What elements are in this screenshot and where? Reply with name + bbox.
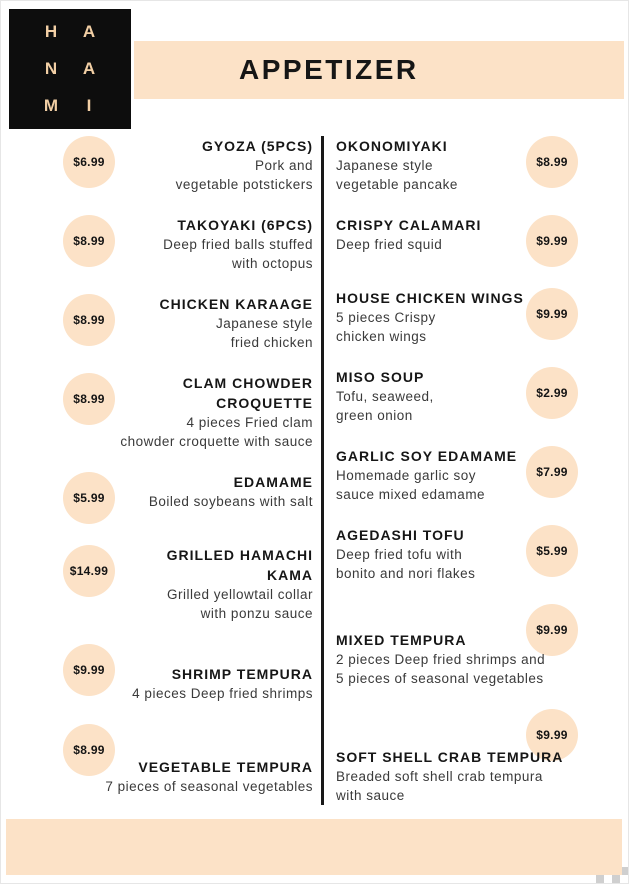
item-name-line: GRILLED HAMACHI bbox=[166, 547, 313, 563]
item-name-line: CHICKEN KARAAGE bbox=[159, 296, 313, 312]
price-label: $5.99 bbox=[73, 491, 105, 505]
item-text bbox=[336, 136, 578, 194]
item-description-line: Homemade garlic soy bbox=[336, 468, 477, 483]
item-description bbox=[336, 466, 578, 504]
item-description-line: chowder croquette with sauce bbox=[120, 434, 313, 449]
item-name-line: VEGETABLE TEMPURA bbox=[138, 759, 313, 775]
item-description-line: vegetable pancake bbox=[336, 177, 458, 192]
item-text bbox=[336, 367, 578, 425]
item-name bbox=[336, 215, 578, 235]
item-text bbox=[61, 472, 313, 511]
item-description bbox=[61, 492, 313, 511]
item-description-line: chicken wings bbox=[336, 329, 427, 344]
item-name bbox=[336, 525, 578, 545]
item-description-line: 4 pieces Deep fried shrimps bbox=[132, 686, 313, 701]
item-description bbox=[61, 413, 313, 451]
price-label: $8.99 bbox=[73, 392, 105, 406]
item-description-line: sauce mixed edamame bbox=[336, 487, 486, 502]
item-name-line: TAKOYAKI (6PCS) bbox=[177, 217, 313, 233]
menu-right-column bbox=[336, 136, 578, 805]
item-text bbox=[61, 724, 313, 796]
item-description-line: Boiled soybeans with salt bbox=[148, 494, 313, 509]
price-label: $8.99 bbox=[73, 313, 105, 327]
menu-item bbox=[61, 472, 313, 524]
item-description-line: bonito and nori flakes bbox=[336, 566, 476, 581]
menu-item bbox=[336, 604, 578, 688]
menu-left-column bbox=[61, 136, 313, 805]
item-description-line: Deep fried squid bbox=[336, 237, 443, 252]
menu-columns bbox=[61, 136, 578, 805]
item-name bbox=[61, 136, 313, 156]
item-description-line: 4 pieces Fried clam bbox=[186, 415, 313, 430]
logo-letter: A bbox=[82, 59, 96, 78]
item-description bbox=[336, 156, 578, 194]
item-description-line: Deep fried balls stuffed bbox=[163, 237, 313, 252]
price-label: $9.99 bbox=[536, 623, 568, 637]
logo-letter: N bbox=[44, 59, 58, 78]
price-label: $7.99 bbox=[536, 465, 568, 479]
item-description-line: green onion bbox=[336, 408, 413, 423]
item-name-line: SOFT SHELL CRAB TEMPURA bbox=[336, 749, 564, 765]
price-label: $9.99 bbox=[73, 663, 105, 677]
logo-letter: A bbox=[82, 22, 96, 41]
item-name-line: EDAMAME bbox=[233, 474, 313, 490]
price-label: $8.99 bbox=[73, 234, 105, 248]
item-description bbox=[61, 585, 313, 623]
logo-letter: H bbox=[44, 22, 58, 41]
menu-item bbox=[61, 136, 313, 194]
item-description-line: Deep fried tofu with bbox=[336, 547, 463, 562]
item-description-line: Tofu, seaweed, bbox=[336, 389, 434, 404]
item-description-line: with ponzu sauce bbox=[200, 606, 313, 621]
item-description bbox=[336, 235, 578, 254]
item-description-line: 2 pieces Deep fried shrimps and bbox=[336, 652, 546, 667]
item-description-line: Grilled yellowtail collar bbox=[166, 587, 313, 602]
item-name bbox=[61, 664, 313, 684]
item-name-line: AGEDASHI TOFU bbox=[336, 527, 465, 543]
price-label: $8.99 bbox=[536, 155, 568, 169]
price-label: $8.99 bbox=[73, 743, 105, 757]
price-label: $5.99 bbox=[536, 544, 568, 558]
item-text bbox=[61, 294, 313, 352]
item-name bbox=[61, 373, 313, 413]
item-text bbox=[336, 525, 578, 583]
item-name bbox=[336, 367, 578, 387]
menu-item bbox=[336, 525, 578, 583]
item-description bbox=[61, 156, 313, 194]
item-name-line: KAMA bbox=[267, 567, 313, 583]
item-description bbox=[336, 387, 578, 425]
item-name bbox=[336, 630, 578, 650]
item-description-line: 5 pieces of seasonal vegetables bbox=[336, 671, 544, 686]
item-text bbox=[336, 709, 578, 805]
item-description-line: vegetable potstickers bbox=[175, 177, 313, 192]
item-text bbox=[61, 373, 313, 451]
item-name bbox=[61, 472, 313, 492]
price-label: $9.99 bbox=[536, 234, 568, 248]
menu-item bbox=[336, 136, 578, 194]
menu-item bbox=[61, 545, 313, 623]
item-text bbox=[336, 604, 578, 688]
item-name-line: GARLIC SOY EDAMAME bbox=[336, 448, 518, 464]
item-text bbox=[61, 136, 313, 194]
item-description-line: Pork and bbox=[254, 158, 313, 173]
logo-letter: I bbox=[86, 96, 92, 115]
item-description bbox=[61, 314, 313, 352]
item-description bbox=[336, 650, 578, 688]
item-name bbox=[336, 446, 578, 466]
item-name bbox=[61, 545, 313, 585]
menu-item bbox=[61, 724, 313, 796]
item-name-line: HOUSE CHICKEN WINGS bbox=[336, 290, 524, 306]
item-name-line: SHRIMP TEMPURA bbox=[171, 666, 313, 682]
price-label: $14.99 bbox=[69, 564, 109, 578]
item-description-line: 7 pieces of seasonal vegetables bbox=[105, 779, 313, 794]
menu-item bbox=[336, 288, 578, 346]
logo-letter: M bbox=[43, 96, 59, 115]
menu-item bbox=[336, 446, 578, 504]
item-description-line: Japanese style bbox=[215, 316, 313, 331]
item-name bbox=[61, 215, 313, 235]
item-description bbox=[61, 684, 313, 703]
item-name-line: MIXED TEMPURA bbox=[336, 632, 467, 648]
footer-bar bbox=[6, 819, 622, 875]
item-description-line: Japanese style bbox=[336, 158, 434, 173]
price-label: $6.99 bbox=[73, 155, 105, 169]
price-label: $2.99 bbox=[536, 386, 568, 400]
price-label: $9.99 bbox=[536, 307, 568, 321]
item-name bbox=[336, 136, 578, 156]
item-text bbox=[61, 644, 313, 703]
item-description-line: Breaded soft shell crab tempura bbox=[336, 769, 543, 784]
menu-item bbox=[336, 215, 578, 267]
item-description bbox=[336, 545, 578, 583]
item-description-line: with octopus bbox=[231, 256, 313, 271]
menu-item bbox=[61, 373, 313, 451]
menu-item bbox=[336, 709, 578, 805]
item-description bbox=[61, 777, 313, 796]
item-text bbox=[61, 545, 313, 623]
item-name-line: GYOZA (5PCS) bbox=[201, 138, 313, 154]
item-name-line: CLAM CHOWDER bbox=[182, 375, 313, 391]
item-description-line: 5 pieces Crispy bbox=[336, 310, 436, 325]
item-description bbox=[336, 308, 578, 346]
section-banner bbox=[134, 41, 624, 99]
item-name-line: CRISPY CALAMARI bbox=[336, 217, 482, 233]
item-name-line: MISO SOUP bbox=[336, 369, 425, 385]
menu-item bbox=[61, 215, 313, 273]
brand-logo bbox=[9, 9, 131, 129]
item-text bbox=[61, 215, 313, 273]
item-name-line: CROQUETTE bbox=[216, 395, 313, 411]
item-text bbox=[336, 446, 578, 504]
item-description-line: with sauce bbox=[336, 788, 405, 803]
price-label: $9.99 bbox=[536, 728, 568, 742]
menu-item bbox=[336, 367, 578, 425]
menu-item bbox=[61, 294, 313, 352]
column-divider bbox=[321, 136, 324, 805]
page-title: APPETIZER bbox=[239, 54, 419, 85]
item-description bbox=[336, 767, 578, 805]
item-text bbox=[336, 215, 578, 254]
item-name bbox=[61, 294, 313, 314]
item-name bbox=[61, 757, 313, 777]
item-text bbox=[336, 288, 578, 346]
item-description bbox=[61, 235, 313, 273]
item-name bbox=[336, 288, 578, 308]
menu-item bbox=[61, 644, 313, 703]
item-description-line: fried chicken bbox=[230, 335, 313, 350]
item-name-line: OKONOMIYAKI bbox=[336, 138, 448, 154]
item-name bbox=[336, 747, 578, 767]
